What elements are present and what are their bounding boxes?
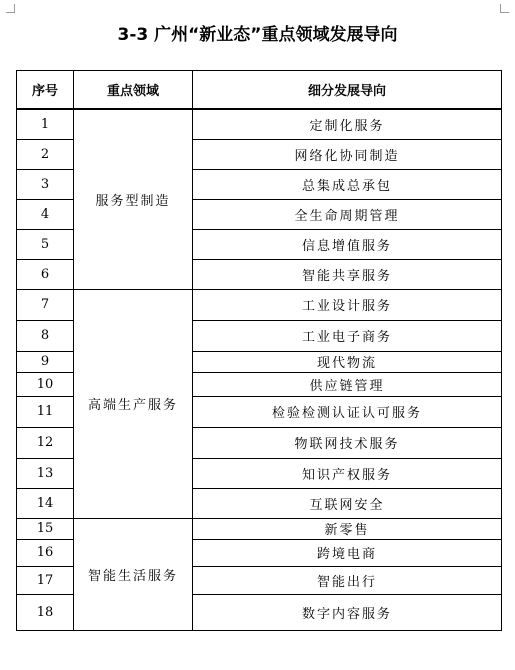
header-key-domain: 重点领域 xyxy=(74,71,193,110)
sub-direction-cell: 检验检测认证认可服务 xyxy=(193,396,502,427)
page-corner-mark-left xyxy=(6,4,15,13)
key-domain-cell: 智能生活服务 xyxy=(74,518,193,630)
serial-number-cell: 12 xyxy=(17,427,74,458)
serial-number-cell: 13 xyxy=(17,458,74,488)
table-row xyxy=(17,289,502,320)
table-row xyxy=(17,109,502,139)
sub-direction-cell: 数字内容服务 xyxy=(193,594,502,630)
sub-direction-cell: 工业电子商务 xyxy=(193,320,502,351)
serial-number-cell: 9 xyxy=(17,351,74,372)
serial-number-cell: 15 xyxy=(17,518,74,539)
table-row xyxy=(17,518,502,539)
table-body xyxy=(17,109,502,630)
header-sub-direction: 细分发展导向 xyxy=(193,71,502,110)
sub-direction-cell: 跨境电商 xyxy=(193,539,502,566)
table-title: 3-3 广州“新业态”重点领域发展导向 xyxy=(117,25,398,45)
serial-number-cell: 8 xyxy=(17,320,74,351)
sub-direction-cell: 物联网技术服务 xyxy=(193,427,502,458)
serial-number-cell: 16 xyxy=(17,539,74,566)
serial-number-cell: 11 xyxy=(17,396,74,427)
key-domain-cell: 服务型制造 xyxy=(74,109,193,289)
serial-number-cell: 2 xyxy=(17,139,74,169)
serial-number-cell: 5 xyxy=(17,229,74,259)
sub-direction-cell: 网络化协同制造 xyxy=(193,139,502,169)
serial-number-cell: 17 xyxy=(17,566,74,594)
sub-direction-cell: 知识产权服务 xyxy=(193,458,502,488)
header-row xyxy=(17,71,502,110)
serial-number-cell: 18 xyxy=(17,594,74,630)
serial-number-cell: 3 xyxy=(17,169,74,199)
sub-direction-cell: 工业设计服务 xyxy=(193,289,502,320)
header-serial-number: 序号 xyxy=(17,71,74,110)
sub-direction-cell: 信息增值服务 xyxy=(193,229,502,259)
sub-direction-cell: 总集成总承包 xyxy=(193,169,502,199)
serial-number-cell: 6 xyxy=(17,259,74,289)
sub-direction-cell: 现代物流 xyxy=(193,351,502,372)
serial-number-cell: 14 xyxy=(17,488,74,518)
serial-number-cell: 1 xyxy=(17,109,74,139)
sub-direction-cell: 定制化服务 xyxy=(193,109,502,139)
serial-number-cell: 7 xyxy=(17,289,74,320)
sub-direction-cell: 供应链管理 xyxy=(193,372,502,396)
sub-direction-cell: 新零售 xyxy=(193,518,502,539)
key-domain-cell: 高端生产服务 xyxy=(74,289,193,518)
serial-number-cell: 10 xyxy=(17,372,74,396)
sub-direction-cell: 互联网安全 xyxy=(193,488,502,518)
sub-direction-cell: 智能出行 xyxy=(193,566,502,594)
development-guidance-table xyxy=(16,70,502,631)
sub-direction-cell: 全生命周期管理 xyxy=(193,199,502,229)
serial-number-cell: 4 xyxy=(17,199,74,229)
sub-direction-cell: 智能共享服务 xyxy=(193,259,502,289)
page-corner-mark-right xyxy=(500,4,509,13)
